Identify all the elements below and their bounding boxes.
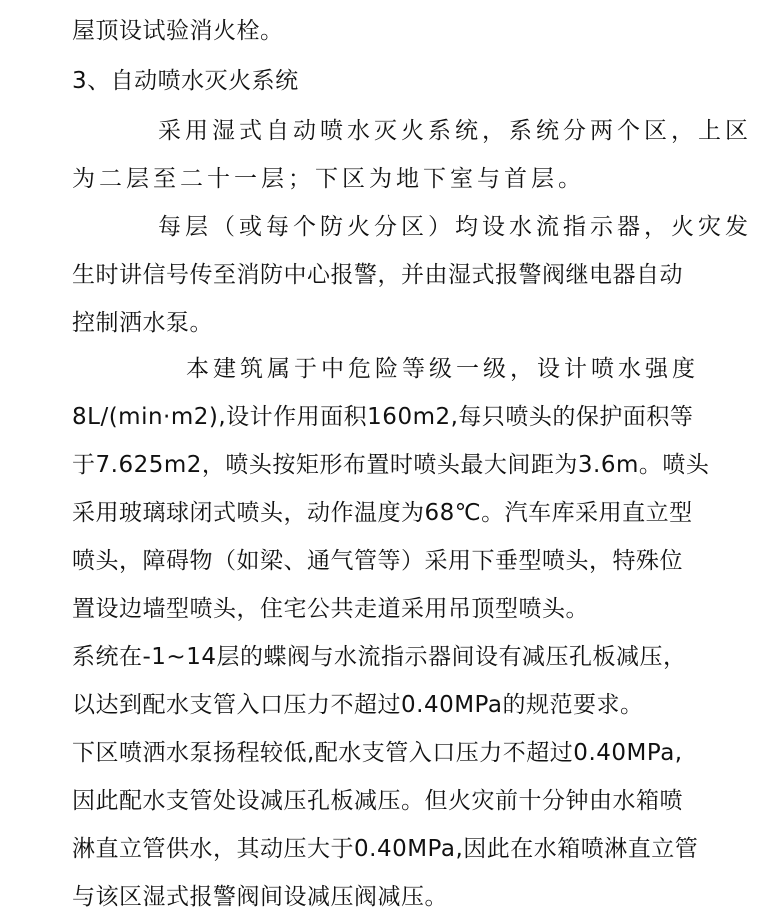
text-line-7: 控制洒水泵。 xyxy=(72,310,213,336)
text-line-14: 系统在-1~14层的蝶阀与水流指示器间设有减压孔板减压， xyxy=(72,644,687,670)
text-line-16: 下区喷洒水泵扬程较低,配水支管入口压力不超过0.40MPa, xyxy=(72,740,683,766)
text-line-18: 淋直立管供水，其动压大于0.40MPa,因此在水箱喷淋直立管 xyxy=(72,836,699,862)
text-line-10: 于7.625m2，喷头按矩形布置时喷头最大间距为3.6m。喷头 xyxy=(72,452,710,478)
text-line-5: 每层（或每个防火分区）均设水流指示器，火灾发 xyxy=(158,214,752,240)
text-line-12: 喷头，障碍物（如梁、通气管等）采用下垂型喷头，特殊位 xyxy=(72,548,683,574)
text-line-17: 因此配水支管处设减压孔板减压。但火灾前十分钟由水箱喷 xyxy=(72,788,683,814)
text-line-3: 采用湿式自动喷水灭火系统，系统分两个区，上区 xyxy=(158,118,752,144)
text-line-8: 本建筑属于中危险等级一级，设计喷水强度 xyxy=(186,356,699,382)
text-line-9: 8L/(min·m2),设计作用面积160m2,每只喷头的保护面积等 xyxy=(72,404,694,430)
text-line-15: 以达到配水支管入口压力不超过0.40MPa的规范要求。 xyxy=(72,692,644,718)
text-line-11: 采用玻璃球闭式喷头，动作温度为68℃。汽车库采用直立型 xyxy=(72,500,693,526)
text-line-13: 置设边墙型喷头，住宅公共走道采用吊顶型喷头。 xyxy=(72,596,589,622)
section-heading: 3、自动喷水灭火系统 xyxy=(72,68,299,94)
text-line-4: 为二层至二十一层；下区为地下室与首层。 xyxy=(72,166,585,192)
text-line-6: 生时讲信号传至消防中心报警，并由湿式报警阀继电器自动 xyxy=(72,262,683,288)
text-line-1: 屋顶设试验消火栓。 xyxy=(72,18,284,44)
text-line-19: 与该区湿式报警阀间设减压阀减压。 xyxy=(72,884,448,910)
